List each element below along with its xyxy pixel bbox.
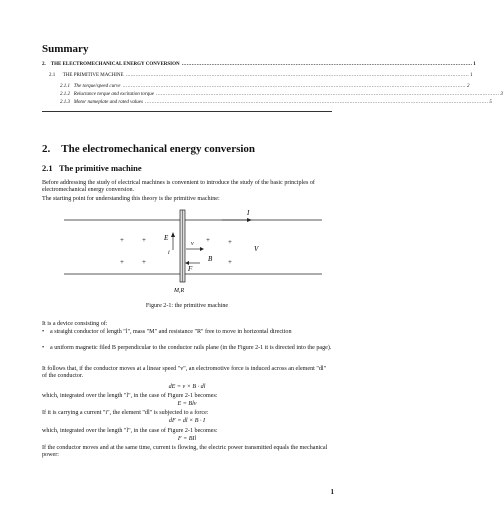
toc-number: 2.1 bbox=[49, 73, 56, 78]
toc-entry[interactable]: 2.1.2 Reluctance torque and excitation torque ................................................................................................................................................................................................................ 3 bbox=[60, 92, 503, 97]
field-plus: + bbox=[142, 258, 146, 266]
label-mass-resistance: M,R bbox=[174, 288, 185, 294]
toc-label: THE PRIMITIVE MACHINE bbox=[62, 73, 124, 78]
toc-page: 3 bbox=[500, 92, 503, 97]
toc-page: 5 bbox=[489, 100, 492, 105]
page-number: 1 bbox=[330, 488, 334, 496]
toc-number: 2.1.1 bbox=[60, 84, 70, 89]
primitive-machine-figure bbox=[42, 204, 332, 300]
section-title: The primitive machine bbox=[59, 163, 142, 173]
paragraph-integrated: which, integrated over the length "l", in the case of Figure 2-1 becomes: bbox=[42, 393, 218, 399]
toc-number: 2. bbox=[42, 62, 46, 67]
chapter-number: 2. bbox=[42, 143, 51, 155]
paragraph-starting-point: The starting point for understanding this theory is the primitive machine: bbox=[42, 196, 220, 202]
section-heading bbox=[42, 163, 142, 173]
field-plus: + bbox=[228, 238, 232, 246]
bullet-text: a straight conductor of length "l", mass "M" and resistance "R" free to move in horizontal direction bbox=[50, 329, 292, 335]
list-item bbox=[42, 345, 332, 352]
toc-page: 1 bbox=[470, 73, 473, 78]
list-item bbox=[42, 329, 332, 336]
equation-dE: dE = v × B · dl bbox=[168, 384, 206, 390]
field-plus: + bbox=[142, 236, 146, 244]
paragraph-device: It is a device consisting of: bbox=[42, 321, 108, 327]
field-plus: + bbox=[228, 258, 232, 266]
toc-entry[interactable]: 2.1 THE PRIMITIVE MACHINE ................................................................................................................................................................................................................ 1 bbox=[49, 73, 473, 78]
field-plus: + bbox=[120, 236, 124, 244]
field-plus: + bbox=[206, 236, 210, 244]
figure-caption: Figure 2-1: the primitive machine bbox=[145, 303, 229, 309]
label-E: E bbox=[164, 234, 169, 242]
label-i: i bbox=[168, 250, 170, 256]
toc-label: Reluctance torque and excitation torque bbox=[73, 92, 154, 97]
toc-number: 2.1.3 bbox=[60, 100, 70, 105]
label-V: V bbox=[254, 245, 259, 253]
field-plus: + bbox=[120, 258, 124, 266]
bullet-glyph: • bbox=[42, 329, 45, 335]
divider bbox=[42, 111, 332, 112]
toc-label: THE ELECTROMECHANICAL ENERGY CONVERSION bbox=[50, 62, 180, 67]
label-I: I bbox=[247, 209, 250, 217]
equation-F: F = BIl bbox=[177, 436, 197, 442]
toc-page: 2 bbox=[466, 84, 470, 89]
toc-number: 2.1.2 bbox=[60, 92, 70, 97]
paragraph-integrated-force: which, integrated over the length "l", in the case of Figure 2-1 becomes: bbox=[42, 428, 218, 434]
toc-entry[interactable]: 2.1.3 Motor nameplate and rated values ................................................................................................................................................................................................................ 5 bbox=[60, 100, 492, 105]
toc-page: 1 bbox=[473, 62, 476, 67]
label-B: B bbox=[208, 255, 213, 263]
summary-heading: Summary bbox=[42, 43, 89, 55]
toc-label: The torque/speed curve bbox=[73, 84, 121, 89]
toc-entry[interactable]: 2. THE ELECTROMECHANICAL ENERGY CONVERSION ................................................................................................................................................................................ 1 bbox=[42, 62, 476, 67]
label-v: v bbox=[191, 241, 194, 247]
toc-entry[interactable]: 2.1.1 The torque/speed curve ................................................................................................................................................................................................................ 2 bbox=[60, 84, 470, 89]
equation-dF: dF = dl × B · I bbox=[168, 418, 206, 424]
paragraph-power: If the conductor moves and at the same time, current is flowing, the electric power transmitted equals the mechanical power: bbox=[42, 445, 328, 459]
equation-E: E = Blv bbox=[177, 401, 197, 407]
section-number: 2.1 bbox=[42, 163, 53, 173]
label-F: F bbox=[188, 265, 193, 273]
chapter-title: The electromechanical energy conversion bbox=[61, 143, 256, 155]
paragraph-intro: Before addressing the study of electrical machines is convenient to introduce the study of the basic principles of electromechanical energy conversion. bbox=[42, 180, 315, 194]
bullet-text: a uniform magnetic filed B perpendicular to the conductor rails plane (in the Figure 2-1 it is directed into the page). bbox=[50, 345, 332, 351]
bullet-glyph: • bbox=[42, 345, 45, 351]
chapter-heading bbox=[42, 143, 255, 155]
paragraph-current: If it is carrying a current "i", the element "dl" is subjected to a force: bbox=[42, 410, 209, 416]
paragraph-emf: It follows that, if the conductor moves at a linear speed "v", an electromotive force is induced across an element "dl" of the conductor. bbox=[42, 366, 327, 380]
toc-label: Motor nameplate and rated values bbox=[73, 100, 143, 105]
